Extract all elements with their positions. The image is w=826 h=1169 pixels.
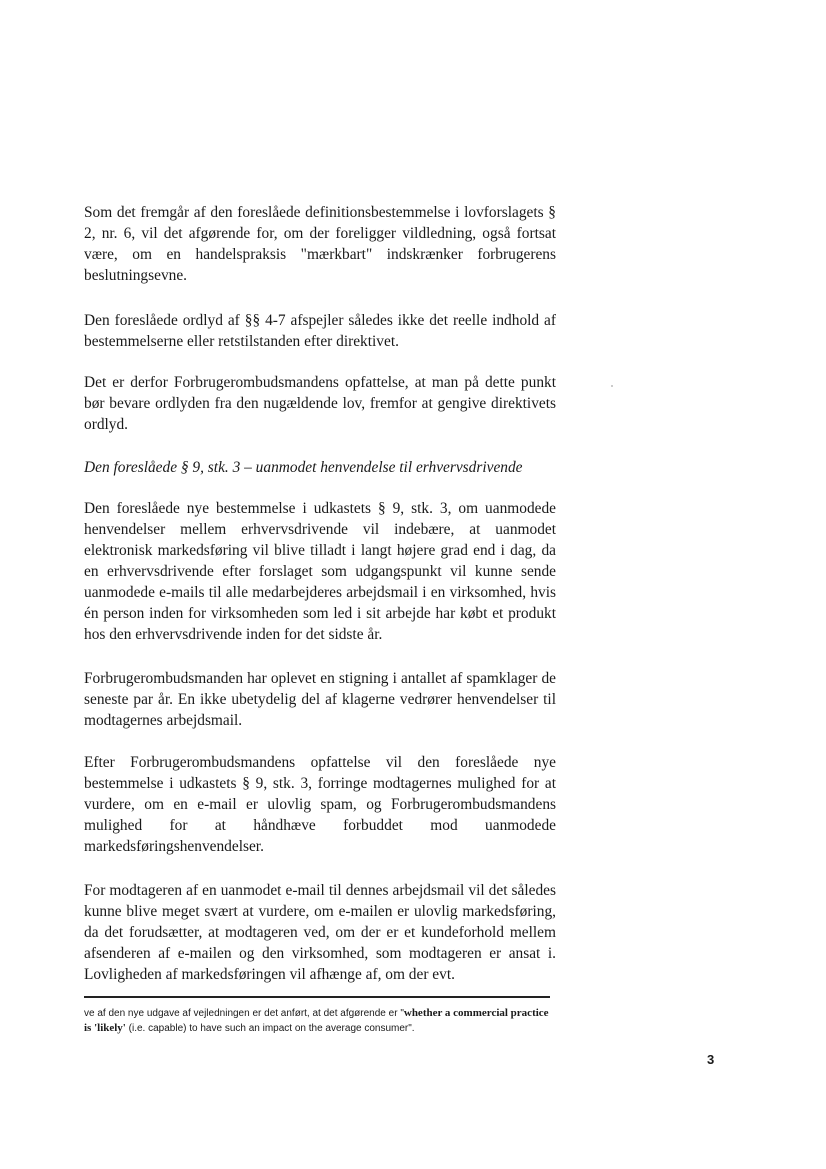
scan-speck bbox=[611, 385, 613, 387]
paragraph-7: For modtageren af en uanmodet e-mail til dennes arbejdsmail vil det således kunne blive meget svært at vurdere, om e-mailen er ulovlig markedsføring, da det forudsætter, at modtageren ved, om der er et kundeforhold mellem afsenderen af e-mailen og den virksomhed, som modtageren er ansat i. Lovligheden af markedsføringen vil afhænge af, om der evt. bbox=[84, 882, 556, 983]
paragraph-6: Efter Forbrugerombudsmandens opfattelse vil den foreslåede nye bestemmelse i udkastets § 9, stk. 3, forringe modtagernes mulighed for at vurdere, om en e-mail er ulovlig spam, og Forbrugerombudsmandens mulighed for at håndhæve forbuddet mod uanmodede markedsføringshenvendelser. bbox=[84, 754, 556, 855]
paragraph-3: Det er derfor Forbrugerombudsmandens opfattelse, at man på dette punkt bør bevare ordlyden fra den nugældende lov, fremfor at gengive direktivets ordlyd. bbox=[84, 374, 556, 433]
section-heading: Den foreslåede § 9, stk. 3 – uanmodet henvendelse til erhvervsdrivende bbox=[84, 459, 523, 476]
footnote-text-end: (i.e. capable) to have such an impact on the average consumer". bbox=[125, 1023, 415, 1034]
page-number: 3 bbox=[707, 1052, 715, 1067]
footnote-divider bbox=[84, 996, 550, 998]
paragraph-5: Forbrugerombudsmanden har oplevet en stigning i antallet af spamklager de seneste par år. En ikke ubetydelig del af klagerne vedrører henvendelser til modtagernes arbejdsmail. bbox=[84, 670, 556, 729]
paragraph-1: Som det fremgår af den foreslåede definitionsbestemmelse i lovforslagets § 2, nr. 6, vil det afgørende for, om der foreligger vildledning, også fortsat være, om en handelspraksis "mærkbart" indskrænker forbrugerens beslutningsevne. bbox=[84, 204, 556, 284]
footnote-emphasis: whether a commercial practice is 'likely' bbox=[84, 1007, 549, 1034]
paragraph-2: Den foreslåede ordlyd af §§ 4-7 afspejler således ikke det reelle indhold af bestemmelserne eller retstilstanden efter direktivet. bbox=[84, 312, 556, 350]
footnote bbox=[84, 1006, 554, 1036]
paragraph-4: Den foreslåede nye bestemmelse i udkastets § 9, stk. 3, om uanmodede henvendelser mellem erhvervsdrivende vil indebære, at uanmodet elektronisk markedsføring vil blive tilladt i langt højere grad end i dag, da en erhvervsdrivende efter forslaget som udgangspunkt vil kunne sende uanmodede e-mails til alle medarbejderes arbejdsmail i en virksomhed, hvis én person inden for virksomheden som led i sit arbejde har købt et produkt hos den erhvervsdrivende inden for det sidste år. bbox=[84, 500, 556, 643]
footnote-text-start: ve af den nye udgave af vejledningen er det anført, at det afgørende er " bbox=[84, 1008, 404, 1019]
